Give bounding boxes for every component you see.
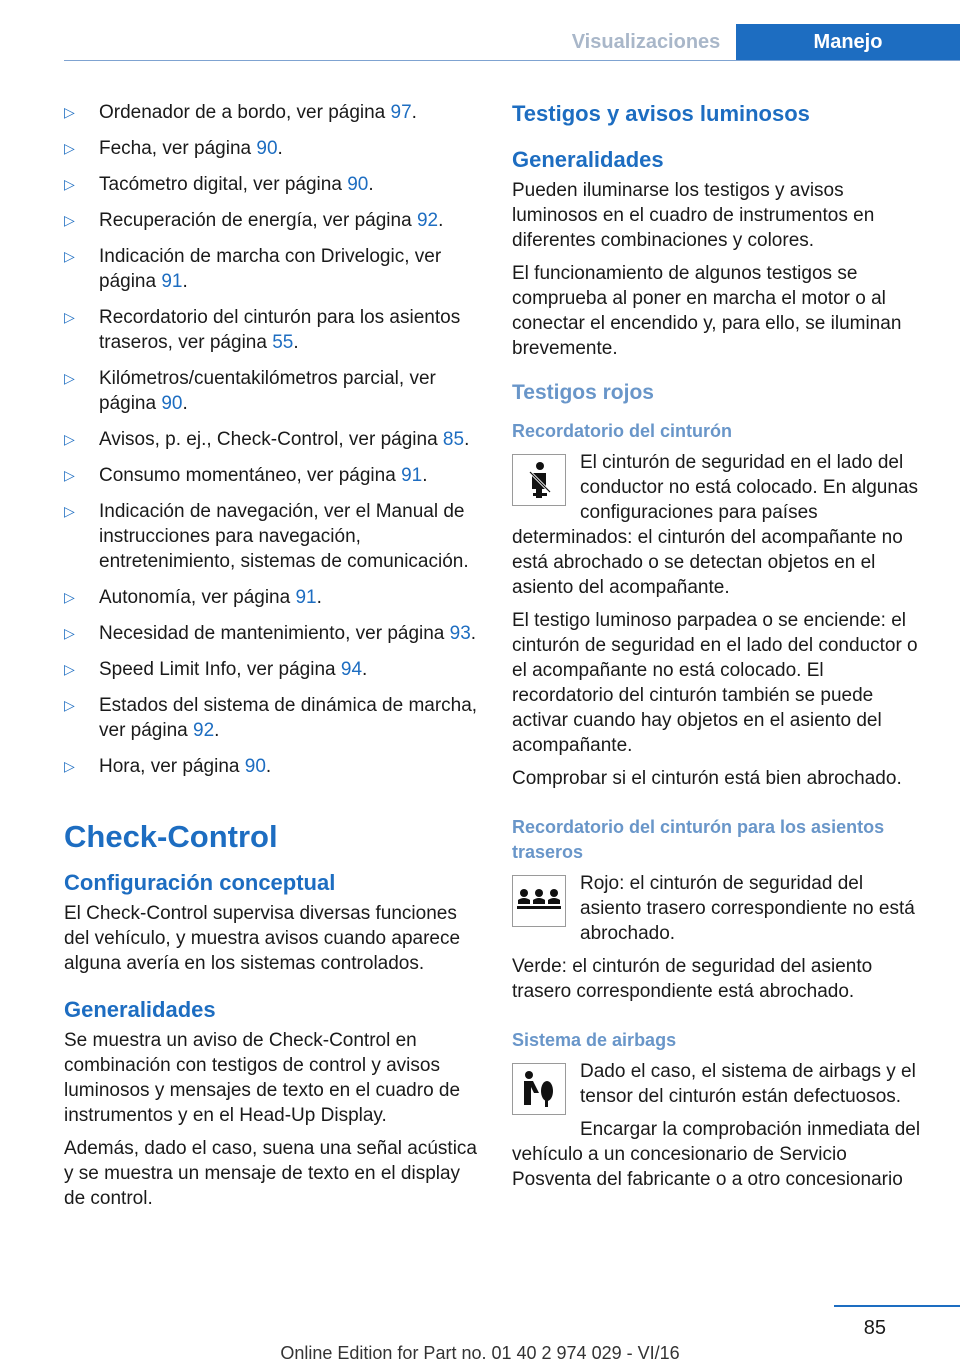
page-reference-link[interactable]: 90 bbox=[347, 174, 369, 195]
triangle-bullet-icon: ▷ bbox=[64, 370, 75, 386]
rear-seats-icon-graphic bbox=[516, 886, 562, 916]
list-item: ▷ Autonomía, ver página 91. bbox=[64, 587, 322, 608]
airbag-icon-graphic bbox=[519, 1069, 559, 1109]
airbag-warning-icon bbox=[512, 1063, 566, 1115]
page-reference-link[interactable]: 55 bbox=[272, 332, 294, 353]
config-paragraph: El Check-Control supervisa diversas funciones del vehículo, y muestra avisos cuando aparece alguna avería en los sistemas controlados. bbox=[64, 903, 461, 974]
page-reference-link[interactable]: 91 bbox=[295, 587, 317, 608]
list-item: ▷ Estados del sistema de dinámica de marcha, ver página 92. bbox=[64, 695, 478, 741]
triangle-bullet-icon: ▷ bbox=[64, 661, 75, 677]
right-general-heading: Generalidades bbox=[512, 147, 664, 172]
footer-rule bbox=[834, 1305, 960, 1307]
list-item: ▷ Fecha, ver página 90. bbox=[64, 138, 283, 159]
list-item: ▷ Recuperación de energía, ver página 92. bbox=[64, 210, 444, 231]
right-general-paragraph-2: El funcionamiento de algunos testigos se comprueba al poner en marcha el motor o al conectar el encendido y, para ello, se iluminan brevemente. bbox=[512, 263, 902, 359]
warning-lights-heading: Testigos y avisos luminosos bbox=[512, 101, 810, 126]
rear-seatbelt-icon bbox=[512, 875, 566, 927]
section-tab-visualizaciones[interactable]: Visualizaciones bbox=[571, 31, 721, 53]
seatbelt-warning-icon bbox=[512, 454, 566, 506]
triangle-bullet-icon: ▷ bbox=[64, 212, 75, 228]
triangle-bullet-icon: ▷ bbox=[64, 625, 75, 641]
list-item: ▷ Kilómetros/cuentakilómetros parcial, ver página 90. bbox=[64, 368, 436, 414]
header-rule bbox=[64, 60, 960, 61]
belt-paragraph-2: El testigo luminoso parpadea o se enciende: el cinturón de seguridad en el lado del conductor o el acompañante no está colocado. El recordatorio del cinturón también se puede activar cuando hay objetos en el asiento del acompañante. bbox=[512, 610, 918, 756]
seatbelt-icon-graphic bbox=[519, 460, 559, 500]
triangle-bullet-icon: ▷ bbox=[64, 589, 75, 605]
page-reference-link[interactable]: 90 bbox=[244, 756, 266, 777]
edition-footer: Online Edition for Part no. 01 40 2 974 029 - VI/16 bbox=[280, 1343, 680, 1363]
triangle-bullet-icon: ▷ bbox=[64, 503, 75, 519]
general-paragraph-1: Se muestra un aviso de Check-Control en combinación con testigos de control y avisos luminosos y mensajes de texto en el cuadro de instrumentos y en el Head-Up Display. bbox=[64, 1030, 461, 1126]
list-item: ▷ Indicación de navegación, ver el Manual de instrucciones para navegación, entretenimiento, sistemas de comunicación. bbox=[64, 501, 469, 572]
page-reference-link[interactable]: 91 bbox=[401, 465, 423, 486]
page-reference-link[interactable]: 92 bbox=[416, 210, 439, 231]
page-reference-link[interactable]: 92 bbox=[193, 720, 215, 741]
airbag-paragraph-2: Encargar la comprobación inmediata del vehículo a un concesionario de Servicio Posventa del fabricante o a otro concesionario bbox=[512, 1119, 921, 1190]
general-heading: Generalidades bbox=[64, 997, 216, 1022]
belt-reminder-heading: Recordatorio del cinturón bbox=[512, 421, 733, 441]
belt-paragraph-3: Comprobar si el cinturón está bien abrochado. bbox=[512, 768, 902, 789]
page-reference-link[interactable]: 97 bbox=[390, 102, 412, 123]
triangle-bullet-icon: ▷ bbox=[64, 309, 75, 325]
page-reference-link[interactable]: 94 bbox=[340, 659, 363, 680]
right-column bbox=[512, 100, 928, 1200]
list-item: ▷ Tacómetro digital, ver página 90. bbox=[64, 174, 374, 195]
list-item: ▷ Recordatorio del cinturón para los asientos traseros, ver página 55. bbox=[64, 307, 461, 353]
triangle-bullet-icon: ▷ bbox=[64, 697, 75, 713]
airbag-heading: Sistema de airbags bbox=[512, 1030, 677, 1050]
config-heading: Configuración conceptual bbox=[64, 870, 336, 895]
list-item: ▷ Speed Limit Info, ver página 94. bbox=[64, 659, 368, 680]
page-number: 85 bbox=[863, 1317, 886, 1339]
list-item: ▷ Avisos, p. ej., Check-Control, ver página 85. bbox=[64, 429, 470, 450]
triangle-bullet-icon: ▷ bbox=[64, 104, 75, 120]
triangle-bullet-icon: ▷ bbox=[64, 176, 75, 192]
airbag-paragraph-1: Dado el caso, el sistema de airbags y el tensor del cinturón están defectuosos. bbox=[580, 1061, 916, 1107]
display-items-list bbox=[64, 100, 478, 779]
page-reference-link[interactable]: 90 bbox=[256, 138, 278, 159]
rear-paragraph-2: Verde: el cinturón de seguridad del asiento trasero correspondiente está abrochado. bbox=[512, 956, 873, 1002]
list-item: ▷ Indicación de marcha con Drivelogic, ver página 91. bbox=[64, 246, 442, 292]
section-tab-manejo[interactable]: Manejo bbox=[736, 24, 960, 60]
list-item: ▷ Ordenador de a bordo, ver página 97. bbox=[64, 102, 417, 123]
belt-paragraph-1: El cinturón de seguridad en el lado del conductor no está colocado. En algunas configuraciones para países determinados: el cinturón del acompañante no está abrochado o se detectan objetos en el asiento del acompañante. bbox=[512, 452, 919, 598]
page-reference-link[interactable]: 90 bbox=[161, 393, 183, 414]
triangle-bullet-icon: ▷ bbox=[64, 467, 75, 483]
page-reference-link[interactable]: 93 bbox=[449, 623, 471, 644]
check-control-heading: Check-Control bbox=[64, 819, 278, 854]
rear-paragraph-1: Rojo: el cinturón de seguridad del asiento trasero correspondiente no está abrochado. bbox=[580, 873, 915, 944]
triangle-bullet-icon: ▷ bbox=[64, 758, 75, 774]
rear-belt-heading: Recordatorio del cinturón para los asientos traseros bbox=[512, 817, 885, 862]
left-column bbox=[64, 100, 478, 1219]
triangle-bullet-icon: ▷ bbox=[64, 431, 75, 447]
triangle-bullet-icon: ▷ bbox=[64, 248, 75, 264]
page-reference-link[interactable]: 85 bbox=[442, 429, 465, 450]
list-item: ▷ Hora, ver página 90. bbox=[64, 756, 272, 777]
general-paragraph-2: Además, dado el caso, suena una señal acústica y se muestra un mensaje de texto en el display de control. bbox=[64, 1138, 477, 1209]
triangle-bullet-icon: ▷ bbox=[64, 140, 75, 156]
list-item: ▷ Consumo momentáneo, ver página 91. bbox=[64, 465, 428, 486]
red-lights-heading: Testigos rojos bbox=[512, 381, 654, 404]
list-item: ▷ Necesidad de mantenimiento, ver página 93. bbox=[64, 623, 477, 644]
right-general-paragraph-1: Pueden iluminarse los testigos y avisos luminosos en el cuadro de instrumentos en diferentes combinaciones y colores. bbox=[512, 180, 875, 251]
page-reference-link[interactable]: 91 bbox=[161, 271, 183, 292]
